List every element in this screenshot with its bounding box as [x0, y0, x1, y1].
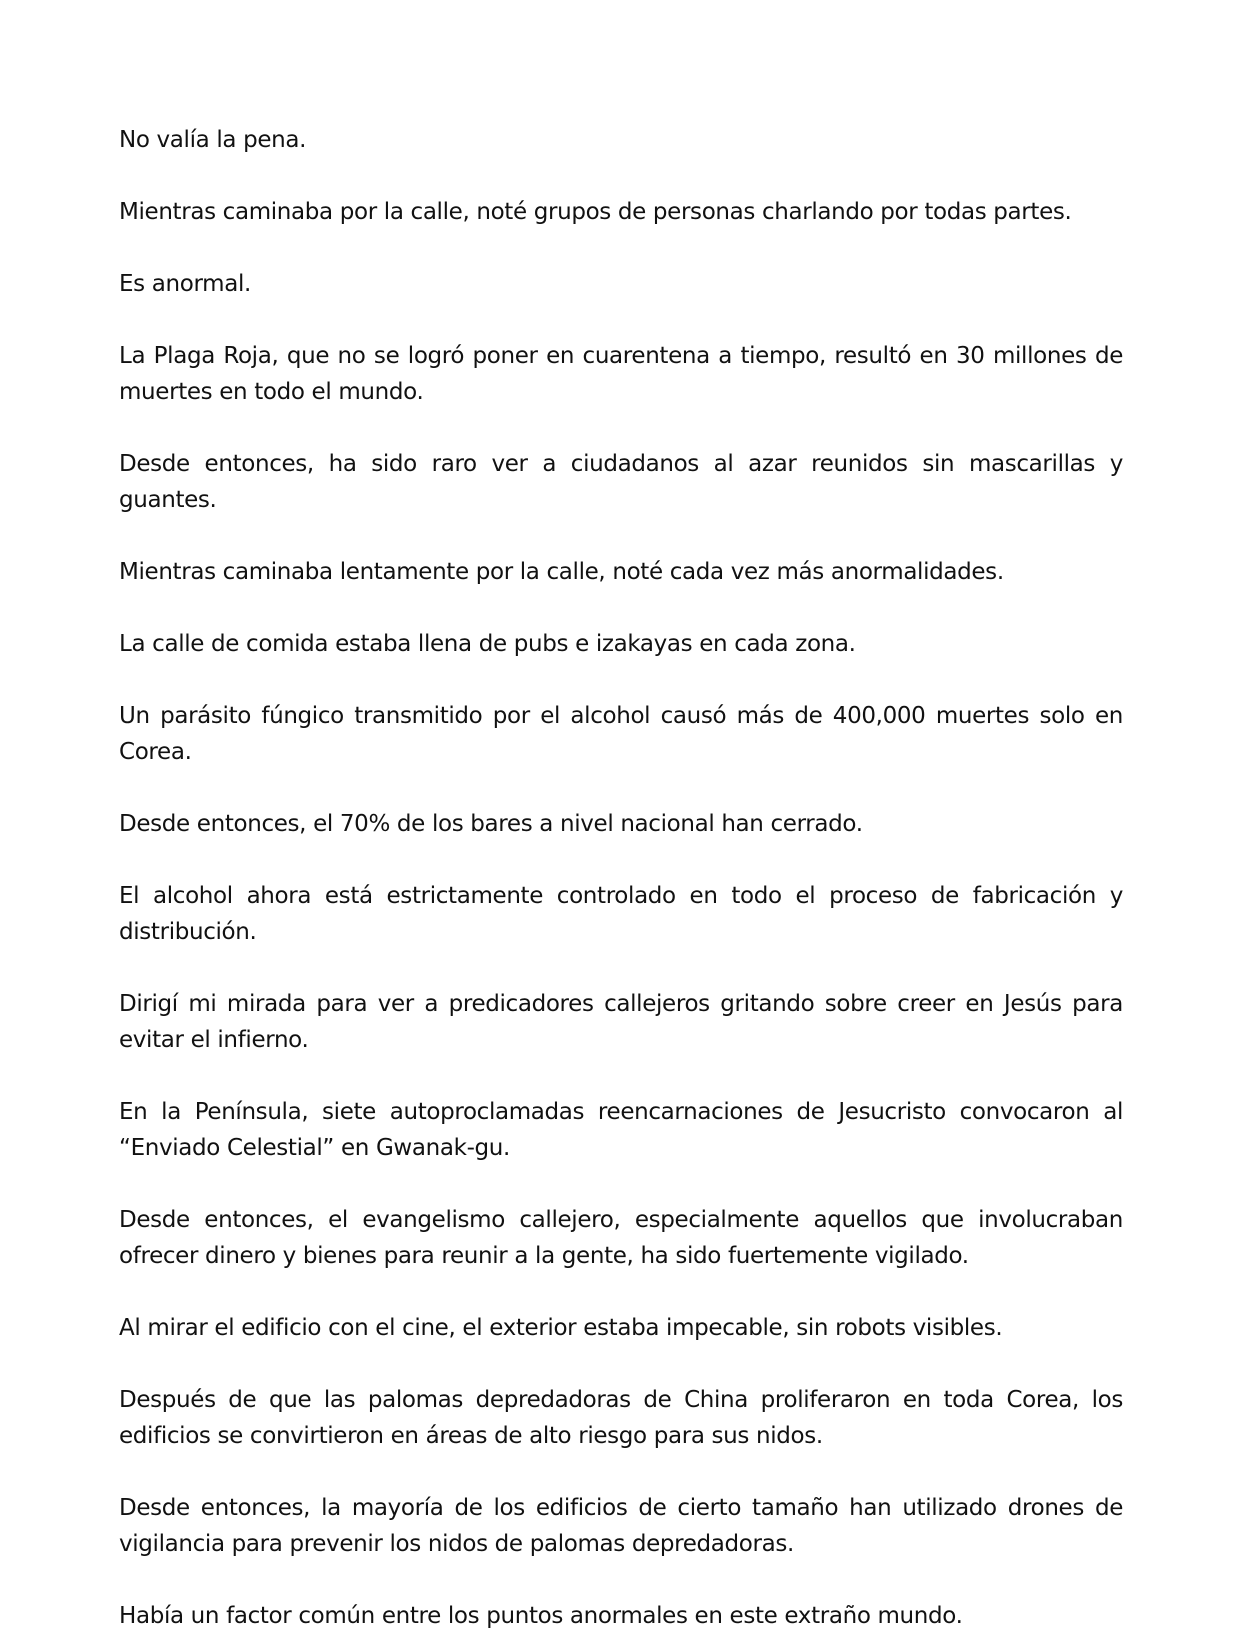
paragraph: En la Península, siete autoproclamadas reencarnaciones de Jesucristo convocaron al “Enviado Celestial” en Gwanak-gu.	[119, 1099, 1123, 1161]
paragraph: El alcohol ahora está estrictamente controlado en todo el proceso de fabricación y distribución.	[119, 883, 1123, 945]
paragraph: Desde entonces, el 70% de los bares a nivel nacional han cerrado.	[119, 811, 863, 837]
paragraph: Dirigí mi mirada para ver a predicadores callejeros gritando sobre creer en Jesús para evitar el infierno.	[119, 991, 1123, 1053]
body-text	[119, 122, 1123, 1634]
paragraph: Al mirar el edificio con el cine, el exterior estaba impecable, sin robots visibles.	[119, 1315, 1003, 1341]
paragraph: Mientras caminaba lentamente por la calle, noté cada vez más anormalidades.	[119, 559, 1004, 585]
paragraph: Desde entonces, el evangelismo callejero, especialmente aquellos que involucraban ofrecer dinero y bienes para reunir a la gente, ha sido fuertemente vigilado.	[119, 1207, 1123, 1269]
paragraph: No valía la pena.	[119, 127, 307, 153]
paragraph: Desde entonces, ha sido raro ver a ciudadanos al azar reunidos sin mascarillas y guantes.	[119, 451, 1123, 513]
paragraph: Desde entonces, la mayoría de los edificios de cierto tamaño han utilizado drones de vigilancia para prevenir los nidos de palomas depredadoras.	[119, 1495, 1123, 1557]
paragraph: Un parásito fúngico transmitido por el alcohol causó más de 400,000 muertes solo en Corea.	[119, 703, 1123, 765]
paragraph: Es anormal.	[119, 271, 251, 297]
paragraph: Mientras caminaba por la calle, noté grupos de personas charlando por todas partes.	[119, 199, 1072, 225]
paragraph: Había un factor común entre los puntos anormales en este extraño mundo.	[119, 1603, 963, 1629]
paragraph: Después de que las palomas depredadoras de China proliferaron en toda Corea, los edificios se convirtieron en áreas de alto riesgo para sus nidos.	[119, 1387, 1123, 1449]
paragraph: La calle de comida estaba llena de pubs e izakayas en cada zona.	[119, 631, 856, 657]
paragraph: La Plaga Roja, que no se logró poner en cuarentena a tiempo, resultó en 30 millones de muertes en todo el mundo.	[119, 343, 1123, 405]
